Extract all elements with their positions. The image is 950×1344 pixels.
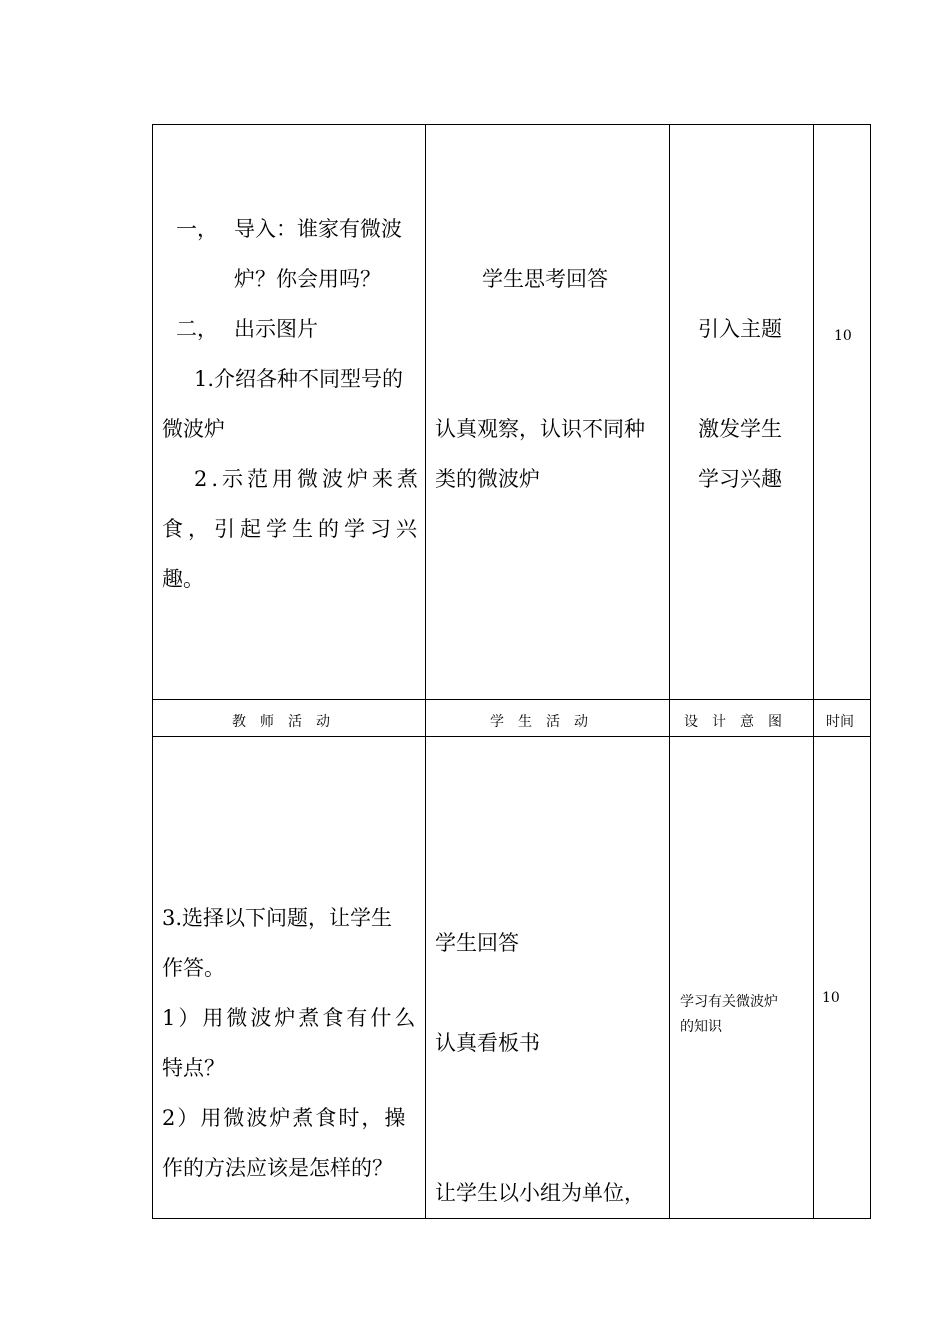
- row-divider: [152, 699, 871, 700]
- table-border-top: [152, 124, 871, 125]
- table-border-bottom: [152, 1218, 871, 1219]
- header-student-activity: 学 生 活 动: [490, 714, 588, 730]
- student-line: 类的微波炉: [435, 467, 540, 491]
- teacher-line: 作答。: [162, 956, 225, 980]
- design-line: 学习有关微波炉: [680, 994, 778, 1010]
- list-marker-two: 二，: [176, 317, 218, 341]
- list-marker-one: 一，: [176, 217, 218, 241]
- student-line: 学生思考回答: [482, 267, 608, 291]
- time-value: 10: [834, 328, 852, 344]
- header-design-intent: 设 计 意 图: [684, 714, 782, 730]
- header-teacher-activity: 教 师 活 动: [232, 714, 330, 730]
- column-divider-3: [813, 124, 814, 1219]
- table-border-left: [152, 124, 153, 1219]
- design-line: 的知识: [680, 1019, 722, 1035]
- teacher-line: 2）用微波炉煮食时，操: [162, 1106, 408, 1130]
- design-line: 激发学生: [698, 417, 782, 441]
- table-border-right: [870, 124, 871, 1219]
- student-line: 认真看板书: [435, 1031, 540, 1055]
- teacher-line: 导入：谁家有微波: [234, 217, 402, 241]
- student-line: 让学生以小组为单位，: [435, 1181, 645, 1205]
- teacher-line: 1.介绍各种不同型号的: [194, 367, 404, 391]
- teacher-line: 出示图片: [234, 317, 318, 341]
- column-divider-2: [669, 124, 670, 1219]
- teacher-line: 炉？你会用吗？: [234, 267, 381, 291]
- design-line: 学习兴趣: [698, 467, 782, 491]
- teacher-line: 趣。: [162, 567, 204, 591]
- header-divider: [152, 736, 871, 737]
- column-divider-1: [425, 124, 426, 1219]
- teacher-line: 微波炉: [162, 417, 225, 441]
- teacher-line: 作的方法应该是怎样的？: [162, 1156, 393, 1180]
- teacher-line: 1）用微波炉煮食有什么: [162, 1006, 419, 1030]
- header-time: 时间: [826, 714, 854, 730]
- time-value: 10: [822, 990, 840, 1006]
- teacher-line: 3.选择以下问题，让学生: [162, 906, 393, 930]
- student-line: 认真观察，认识不同种: [435, 417, 645, 441]
- teacher-line: 食，引起学生的学习兴: [162, 517, 422, 541]
- student-line: 学生回答: [435, 931, 519, 955]
- teacher-line: 特点？: [162, 1056, 225, 1080]
- teacher-line: 2.示范用微波炉来煮: [194, 467, 423, 491]
- design-line: 引入主题: [698, 317, 782, 341]
